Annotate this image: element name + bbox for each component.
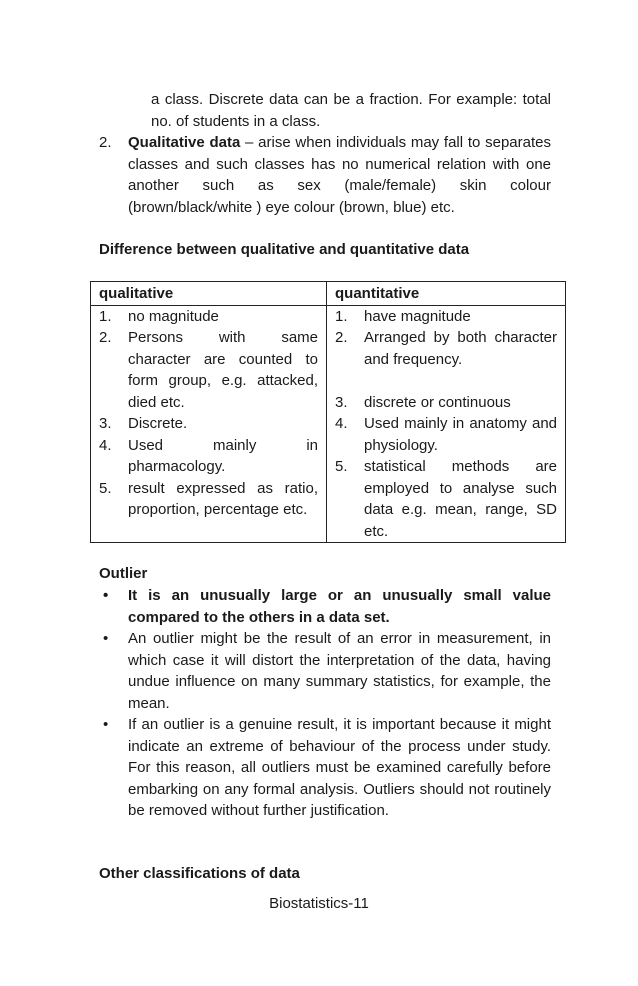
- list-item: [99, 628, 551, 714]
- outlier-bullet-list: [99, 585, 551, 822]
- item-text: Used mainly in pharmacology.: [128, 436, 318, 475]
- bullet-text: An outlier might be the result of an error in measurement, in which case it will distort the interpretation of the data, having undue influence on many summary statistics, for example, the mean.: [128, 630, 551, 712]
- item-text: Persons with same character are counted to form group, e.g. attacked, died etc.: [128, 329, 318, 411]
- list-item: [335, 327, 557, 370]
- list-item: [99, 585, 551, 628]
- item-number: 3.: [99, 415, 112, 432]
- list-item: [99, 306, 318, 328]
- bullet-icon: •: [103, 630, 109, 647]
- section-heading-outlier: Outlier: [99, 565, 148, 582]
- item-text: result expressed as ratio, proportion, percentage etc.: [128, 479, 318, 518]
- page-footer: Biostatistics-11: [269, 895, 369, 912]
- table-header-row: [91, 282, 566, 306]
- list-item: [99, 435, 318, 478]
- spacer: [335, 370, 557, 392]
- list-item: [99, 714, 551, 822]
- list-item: [99, 413, 318, 435]
- bullet-icon: •: [103, 716, 109, 733]
- continuation-paragraph: a class. Discrete data can be a fraction. For example: total no. of students in a class.: [151, 91, 551, 130]
- column-header-qualitative: qualitative: [91, 282, 327, 306]
- item-number: 2.: [335, 329, 348, 346]
- bullet-icon: •: [103, 587, 109, 604]
- comparison-table: [90, 281, 566, 543]
- table-row: [91, 305, 566, 543]
- bullet-text: If an outlier is a genuine result, it is important because it might indicate an extreme of behaviour of the process under study. For this reason, all outliers must be examined carefully before embarking on any formal analysis. Outliers should not routinely be removed without further justification.: [128, 716, 551, 819]
- term-qualitative-data: Qualitative data: [128, 134, 241, 151]
- quantitative-cell: [327, 305, 566, 543]
- column-header-quantitative: quantitative: [327, 282, 566, 306]
- list-item-qualitative-data: [99, 132, 551, 218]
- item-text: have magnitude: [364, 307, 471, 325]
- item-number: 3.: [335, 393, 348, 411]
- item-number: 4.: [99, 436, 112, 454]
- list-item-body: [128, 132, 551, 218]
- list-item: [335, 413, 557, 456]
- item-number: 2.: [99, 329, 112, 346]
- item-text: Discrete.: [128, 415, 188, 432]
- section-heading-difference: Difference between qualitative and quantitative data: [99, 241, 470, 258]
- item-text: Used mainly in anatomy and physiology.: [364, 415, 557, 454]
- item-number: 5.: [335, 458, 348, 475]
- section-heading-other-classifications: Other classifications of data: [99, 865, 300, 882]
- item-number: 5.: [99, 479, 112, 497]
- list-item: [99, 478, 318, 521]
- item-text: Arranged by both character and frequency.: [364, 329, 557, 368]
- qualitative-cell: [91, 305, 327, 543]
- qualitative-definition: – arise when individuals may fall to separates classes and such classes has no numerical relation with one another such as sex (male/female) skin colour (brown/black/white ) eye colour (brown, blue) etc.: [128, 134, 551, 216]
- list-item: [99, 327, 318, 413]
- item-text: no magnitude: [128, 307, 219, 325]
- item-number: 1.: [335, 307, 348, 325]
- item-number: 1.: [99, 307, 112, 325]
- bullet-text: It is an unusually large or an unusually small value compared to the others in a data set.: [128, 587, 551, 626]
- list-item: [335, 456, 557, 542]
- item-text: statistical methods are employed to analyse such data e.g. mean, range, SD etc.: [364, 458, 557, 540]
- item-number: 4.: [335, 415, 348, 432]
- list-number: 2.: [99, 134, 112, 151]
- list-item: [335, 392, 557, 414]
- item-text: discrete or continuous: [364, 393, 511, 411]
- list-item: [335, 306, 557, 328]
